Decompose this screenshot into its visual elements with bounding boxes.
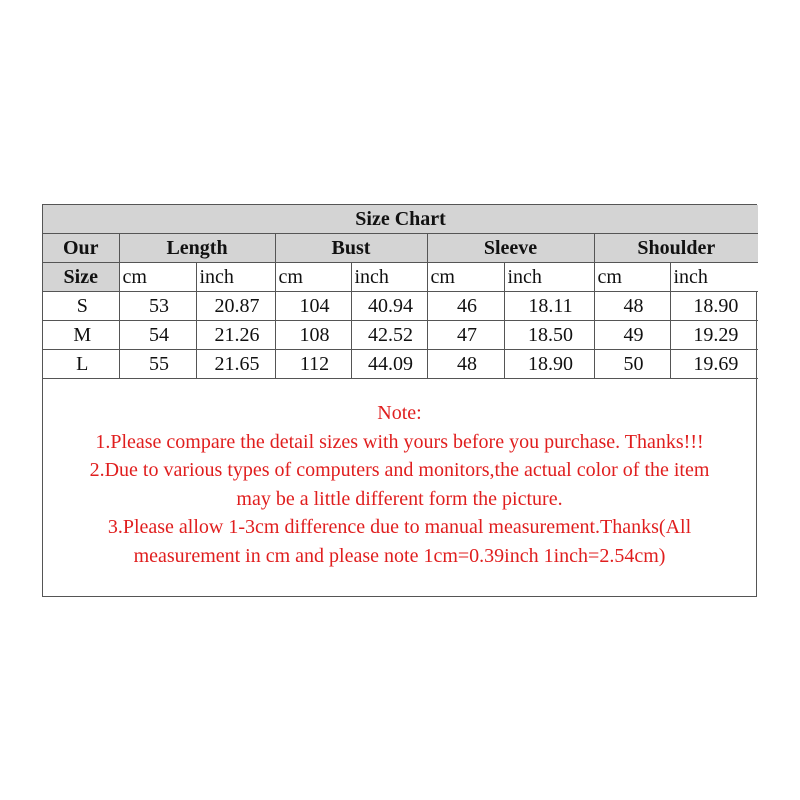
table-cell: 19.29 bbox=[670, 321, 758, 350]
shoulder-unit-inch: inch bbox=[670, 263, 758, 292]
measure-header-row bbox=[43, 234, 758, 263]
table-cell: 112 bbox=[275, 350, 351, 379]
table-cell: 53 bbox=[119, 292, 196, 321]
title-row bbox=[43, 205, 758, 234]
table-cell: 21.65 bbox=[196, 350, 275, 379]
table-cell: 19.69 bbox=[670, 350, 758, 379]
table-cell: 44.09 bbox=[351, 350, 427, 379]
table-row bbox=[43, 292, 758, 321]
note-heading: Note: bbox=[377, 402, 422, 424]
table-cell: 18.50 bbox=[504, 321, 594, 350]
shoulder-header: Shoulder bbox=[594, 234, 758, 263]
size-header-our: Our bbox=[43, 234, 119, 263]
chart-title: Size Chart bbox=[43, 205, 758, 234]
bust-header: Bust bbox=[275, 234, 427, 263]
table-cell: 55 bbox=[119, 350, 196, 379]
table-row bbox=[43, 350, 758, 379]
table-cell: 21.26 bbox=[196, 321, 275, 350]
note-line: may be a little different form the picture. bbox=[236, 487, 563, 510]
table-cell: 42.52 bbox=[351, 321, 427, 350]
note-line: 1.Please compare the detail sizes with yours before you purchase. Thanks!!! bbox=[95, 430, 704, 453]
table-cell: 54 bbox=[119, 321, 196, 350]
shoulder-unit-cm: cm bbox=[594, 263, 670, 292]
size-header-size: Size bbox=[43, 263, 119, 292]
bust-unit-inch: inch bbox=[351, 263, 427, 292]
table-cell: 104 bbox=[275, 292, 351, 321]
table-row bbox=[43, 321, 758, 350]
table-cell: 49 bbox=[594, 321, 670, 350]
table-cell: 47 bbox=[427, 321, 504, 350]
table-cell: 20.87 bbox=[196, 292, 275, 321]
note-line: measurement in cm and please note 1cm=0.39inch 1inch=2.54cm) bbox=[133, 544, 666, 567]
table-cell: 48 bbox=[594, 292, 670, 321]
table-cell: 40.94 bbox=[351, 292, 427, 321]
length-header: Length bbox=[119, 234, 275, 263]
bust-unit-cm: cm bbox=[275, 263, 351, 292]
size-label: M bbox=[43, 321, 119, 350]
sleeve-header: Sleeve bbox=[427, 234, 594, 263]
size-table bbox=[43, 205, 758, 379]
table-cell: 46 bbox=[427, 292, 504, 321]
notes-section bbox=[43, 381, 756, 596]
table-cell: 48 bbox=[427, 350, 504, 379]
length-unit-inch: inch bbox=[196, 263, 275, 292]
note-line: 2.Due to various types of computers and monitors,the actual color of the item bbox=[89, 459, 710, 481]
size-label: S bbox=[43, 292, 119, 321]
table-cell: 18.90 bbox=[670, 292, 758, 321]
note-line: 3.Please allow 1-3cm difference due to manual measurement.Thanks(All bbox=[107, 516, 692, 538]
size-chart bbox=[42, 204, 757, 597]
table-cell: 18.11 bbox=[504, 292, 594, 321]
size-label: L bbox=[43, 350, 119, 379]
table-cell: 18.90 bbox=[504, 350, 594, 379]
length-unit-cm: cm bbox=[119, 263, 196, 292]
sleeve-unit-inch: inch bbox=[504, 263, 594, 292]
table-cell: 50 bbox=[594, 350, 670, 379]
sleeve-unit-cm: cm bbox=[427, 263, 504, 292]
unit-header-row bbox=[43, 263, 758, 292]
table-cell: 108 bbox=[275, 321, 351, 350]
